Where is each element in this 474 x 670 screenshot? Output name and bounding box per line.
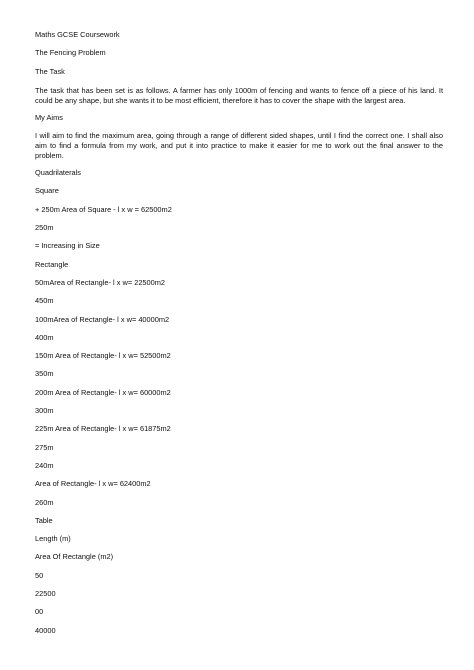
task-heading: The Task	[35, 67, 65, 76]
aims-paragraph: I will aim to find the maximum area, going through a range of different sided shapes, until I find the correct one. I shall also aim to find a formula from my work, and put it into practice to make it easier for me to work out the final answer to the problem.	[35, 131, 443, 160]
rect-line: 300m	[35, 406, 54, 415]
aims-heading: My Aims	[35, 113, 63, 122]
rect-line: 400m	[35, 333, 54, 342]
table-value: 50	[35, 571, 44, 580]
rect-line: 100mArea of Rectangle- l x w= 40000m2	[35, 315, 170, 324]
rect-line: 200m Area of Rectangle- l x w= 60000m2	[35, 388, 171, 397]
square-side-line: 250m	[35, 223, 54, 232]
increasing-note: = Increasing in Size	[35, 241, 100, 250]
rect-line: 260m	[35, 498, 54, 507]
square-area-line: + 250m Area of Square - l x w = 62500m2	[35, 205, 172, 214]
rectangle-heading: Rectangle	[35, 260, 69, 269]
rect-line: 450m	[35, 296, 54, 305]
table-value: 40000	[35, 626, 56, 635]
rect-line: 240m	[35, 461, 54, 470]
document-title: Maths GCSE Coursework	[35, 30, 120, 39]
table-heading: Table	[35, 516, 53, 525]
rect-line: 150m Area of Rectangle- l x w= 52500m2	[35, 351, 171, 360]
table-value: 00	[35, 607, 44, 616]
square-heading: Square	[35, 186, 59, 195]
table-column-length: Length (m)	[35, 534, 71, 543]
rect-line: 275m	[35, 443, 54, 452]
table-column-area: Area Of Rectangle (m2)	[35, 552, 114, 561]
table-value: 22500	[35, 589, 56, 598]
document-subtitle: The Fencing Problem	[35, 48, 106, 57]
rect-line: 350m	[35, 369, 54, 378]
task-paragraph: The task that has been set is as follows. A farmer has only 1000m of fencing and wants to fence off a piece of his land. It could be any shape, but she wants it to be most efficient, therefore it has to cover the shape with the largest area.	[35, 86, 443, 105]
rect-line: 225m Area of Rectangle- l x w= 61875m2	[35, 424, 171, 433]
rect-line: Area of Rectangle- l x w= 62400m2	[35, 479, 151, 488]
quadrilaterals-heading: Quadrilaterals	[35, 168, 82, 177]
rect-line: 50mArea of Rectangle- l x w= 22500m2	[35, 278, 166, 287]
